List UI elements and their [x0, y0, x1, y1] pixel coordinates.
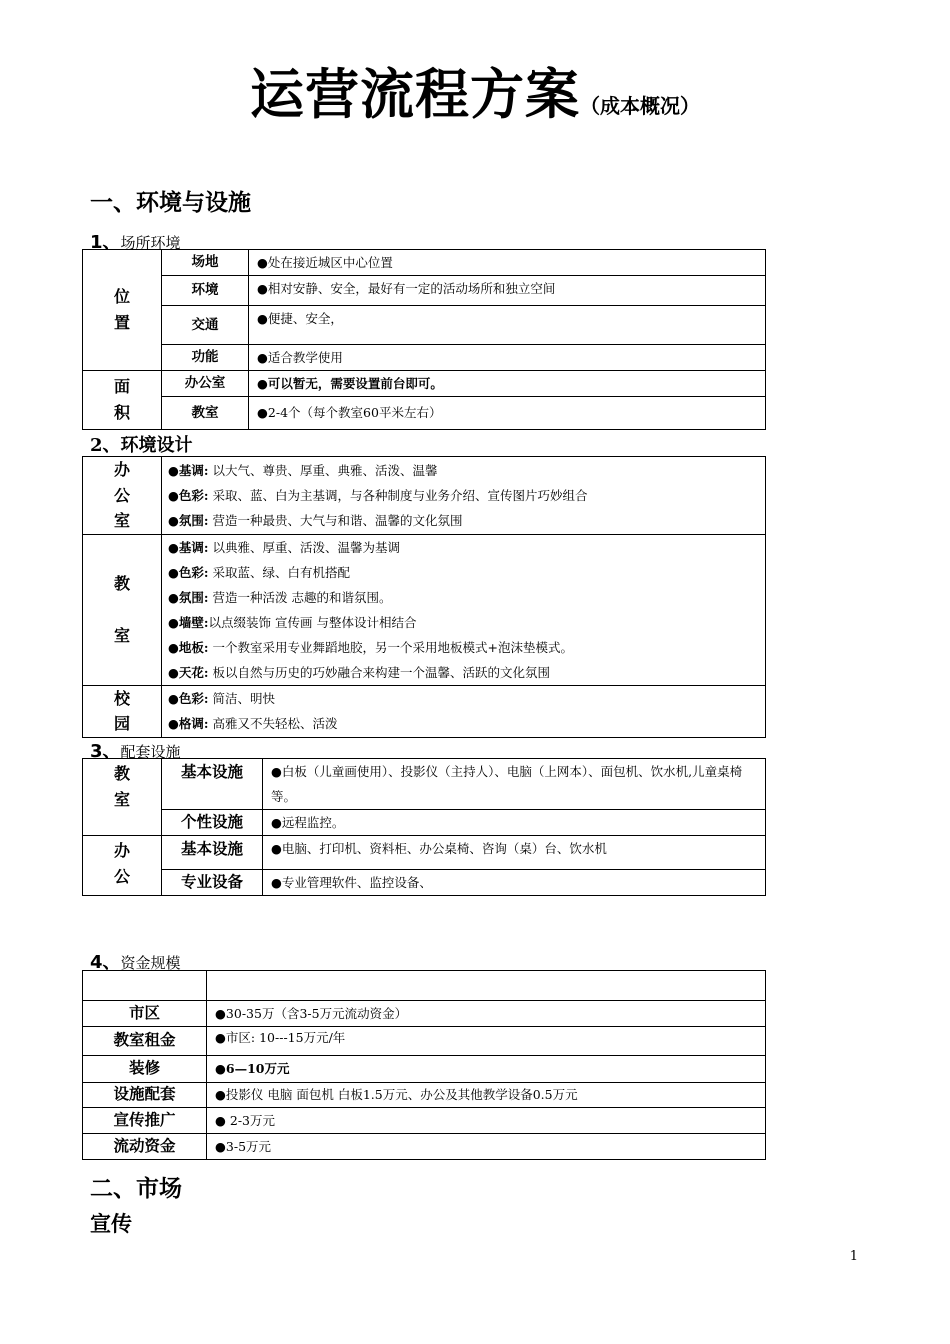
- table-environment-design: [82, 456, 766, 738]
- campus-item-color: ●色彩: 简洁、明快: [168, 691, 276, 707]
- value-office-basic: ●电脑、打印机、资料柜、办公桌椅、咨询（桌）台、饮水机: [263, 836, 766, 870]
- section-heading-1: 一、环境与设施: [90, 190, 251, 216]
- subheading-2-text: 环境设计: [120, 435, 193, 456]
- office-design-list: [162, 457, 766, 535]
- class-item-tone: ●基调: 以典雅、厚重、活泼、温馨为基调: [168, 539, 401, 555]
- funding-value-promotion: ● 2-3万元: [207, 1108, 766, 1134]
- office-item-color: ●色彩: 采取、蓝、白为主基调，与各种制度与业务介绍、宣传图片巧妙组合: [168, 487, 588, 503]
- campus-design-list: [162, 685, 766, 737]
- value-classroom-basic: ●白板（儿童画使用）、投影仪（主持人）、电脑（上网本）、面包机、饮水机,儿童桌椅等。: [263, 759, 766, 810]
- funding-header-empty: [83, 971, 207, 1001]
- label-basic-facilities-office: 基本设施: [162, 836, 263, 870]
- subheading-1-num: 1、: [90, 232, 121, 253]
- group-area: 面 积: [83, 371, 162, 430]
- value-classroom: ●2-4个（每个教室60平米左右）: [249, 397, 766, 430]
- group-location: 位 置: [83, 250, 162, 371]
- table-facilities: [82, 758, 766, 896]
- group-facility-classroom: 教 室: [83, 759, 162, 836]
- group-classroom: 教 室: [83, 534, 162, 685]
- funding-value-city: ●30-35万（含3-5万元流动资金）: [207, 1001, 766, 1027]
- funding-label-city: 市区: [83, 1001, 207, 1027]
- subheading-3-num: 3、: [90, 741, 121, 762]
- table-site-environment: [82, 249, 766, 430]
- funding-value-decoration: ●6—10万元: [207, 1056, 766, 1083]
- class-item-wall: ●墙壁:以点缀装饰 宣传画 与整体设计相结合: [168, 614, 417, 630]
- value-function: ●适合教学使用: [249, 345, 766, 371]
- subheading-4-text: 资金规模: [120, 954, 181, 972]
- funding-label-promotion: 宣传推广: [83, 1108, 207, 1134]
- page-number: 1: [849, 1249, 858, 1264]
- funding-header-empty-2: [207, 971, 766, 1001]
- funding-label-rent: 教室租金: [83, 1027, 207, 1056]
- label-basic-facilities-classroom: 基本设施: [162, 759, 263, 810]
- label-site: 场地: [162, 250, 249, 276]
- label-pro-equipment: 专业设备: [162, 870, 263, 896]
- funding-label-decoration: 装修: [83, 1056, 207, 1083]
- section-heading-2: 二、市场: [90, 1176, 182, 1202]
- class-item-color: ●色彩: 采取蓝、绿、白有机搭配: [168, 564, 351, 580]
- office-item-atmosphere: ●氛围: 营造一种最贵、大气与和谐、温馨的文化氛围: [168, 512, 463, 528]
- label-office: 办公室: [162, 371, 249, 397]
- title-sub: （成本概况）: [580, 94, 700, 118]
- label-function: 功能: [162, 345, 249, 371]
- funding-value-rent: ●市区: 10---15万元/年: [207, 1027, 766, 1056]
- class-item-floor: ●地板: 一个教室采用专业舞蹈地胶，另一个采用地板模式+泡沫垫模式。: [168, 639, 573, 655]
- group-facility-office: 办 公: [83, 836, 162, 896]
- classroom-design-list: [162, 534, 766, 685]
- document-title: [0, 52, 950, 129]
- subheading-3-text: 配套设施: [120, 743, 181, 761]
- table-funding: [82, 970, 766, 1160]
- subheading-4-num: 4、: [90, 952, 121, 973]
- label-custom-facilities: 个性设施: [162, 810, 263, 836]
- value-office: ●可以暂无，需要设置前台即可。: [249, 371, 766, 397]
- subheading-1-text: 场所环境: [120, 234, 181, 252]
- section-subheading-publicity: 宣传: [90, 1212, 132, 1236]
- label-traffic: 交通: [162, 306, 249, 345]
- group-office: 办 公 室: [83, 457, 162, 535]
- value-classroom-custom: ●远程监控。: [263, 810, 766, 836]
- group-campus: 校 园: [83, 685, 162, 737]
- funding-label-working-capital: 流动资金: [83, 1134, 207, 1160]
- funding-label-equipment: 设施配套: [83, 1083, 207, 1108]
- funding-value-equipment: ●投影仪 电脑 面包机 白板1.5万元、办公及其他教学设备0.5万元: [207, 1083, 766, 1108]
- value-site: ●处在接近城区中心位置: [249, 250, 766, 276]
- value-office-pro: ●专业管理软件、监控设备、: [263, 870, 766, 896]
- subheading-2: [90, 431, 193, 457]
- class-item-atmosphere: ●氛围: 营造一种活泼 志趣的和谐氛围。: [168, 589, 392, 605]
- office-item-tone: ●基调: 以大气、尊贵、厚重、典雅、活泼、温馨: [168, 462, 438, 478]
- value-traffic: ●便捷、安全，: [249, 306, 766, 345]
- label-environment: 环境: [162, 276, 249, 306]
- funding-value-working-capital: ●3-5万元: [207, 1134, 766, 1160]
- subheading-2-num: 2、: [90, 435, 121, 456]
- title-main: 运营流程方案: [250, 63, 580, 126]
- class-item-ceiling: ●天花: 板以自然与历史的巧妙融合来构建一个温馨、活跃的文化氛围: [168, 664, 551, 680]
- label-classroom: 教室: [162, 397, 249, 430]
- value-environment: ●相对安静、安全，最好有一定的活动场所和独立空间: [249, 276, 766, 306]
- campus-item-style: ●格调: 高雅又不失轻松、活泼: [168, 716, 338, 732]
